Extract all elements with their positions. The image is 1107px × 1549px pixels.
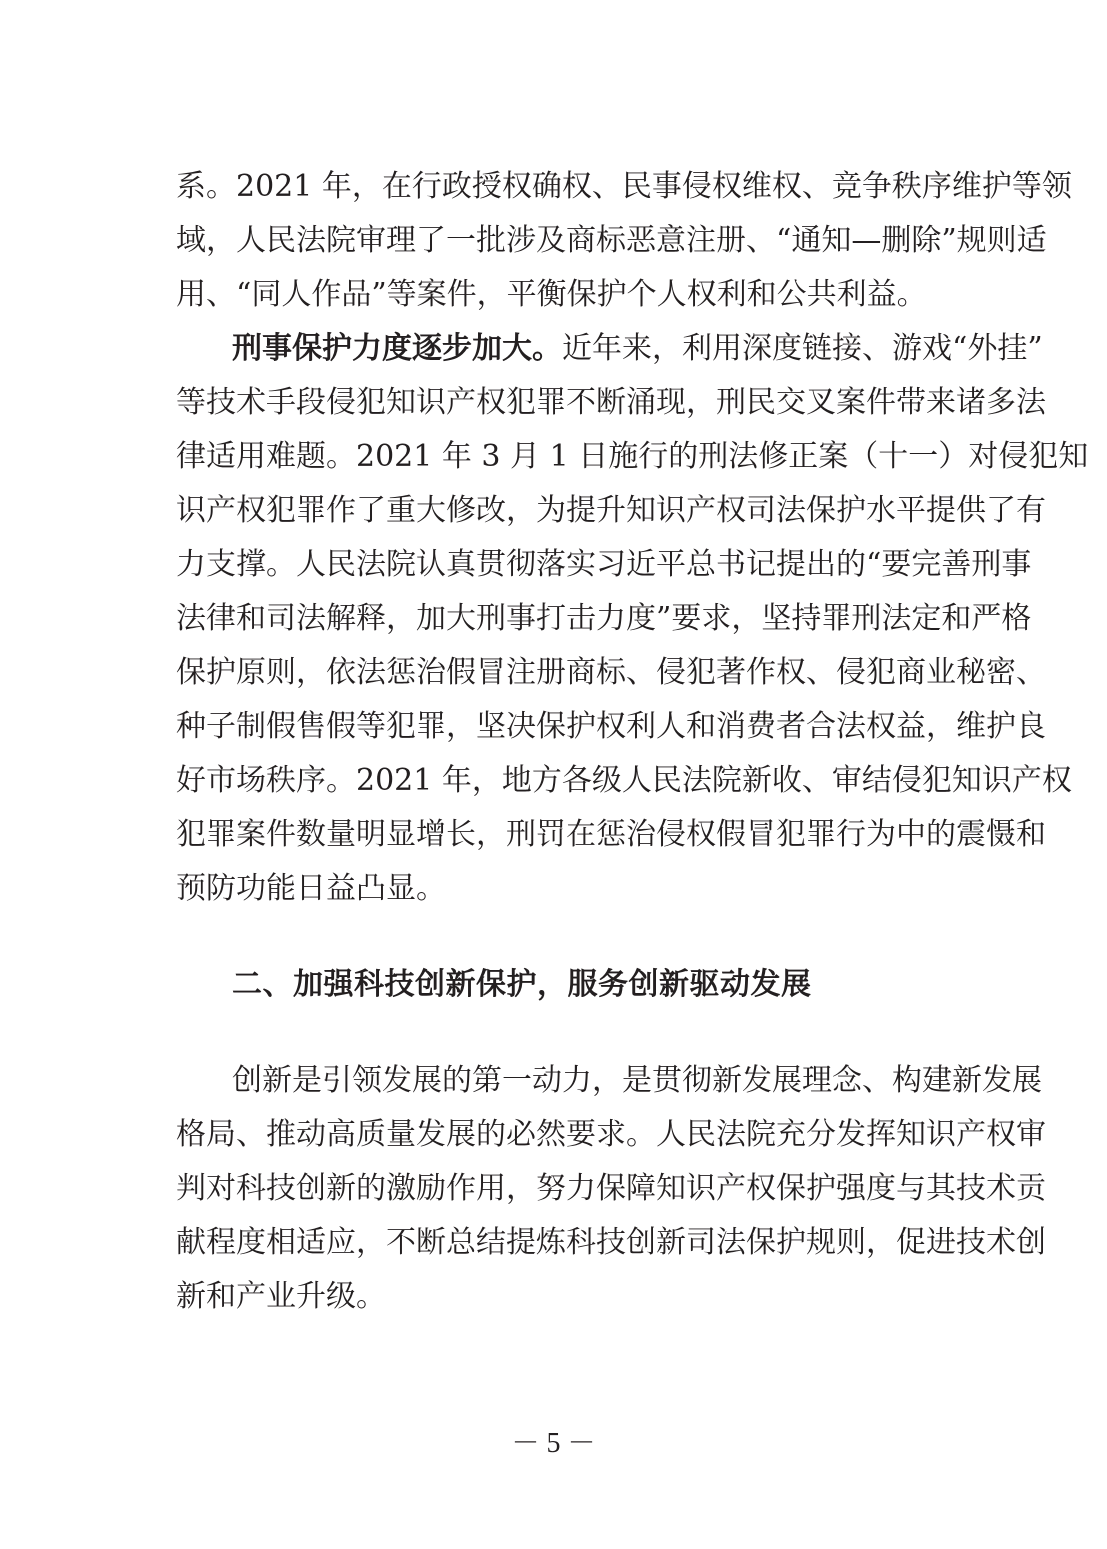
paragraph-1: [176, 160, 1072, 322]
text-line: 种子制假售假等犯罪，坚决保护权利人和消费者合法权益，维护良: [176, 709, 1046, 744]
text-line: 献程度相适应，不断总结提炼科技创新司法保护规则，促进技术创: [176, 1225, 1046, 1260]
text-line: 法律和司法解释，加大刑事打击力度”要求，坚持罪刑法定和严格: [176, 601, 1032, 636]
text-line: 系。2021 年，在行政授权确权、民事侵权维权、竞争秩序维护等领: [176, 169, 1072, 204]
section-heading: 二、加强科技创新保护，服务创新驱动发展: [232, 967, 812, 1002]
text-line: 保护原则，依法惩治假冒注册商标、侵犯著作权、侵犯商业秘密、: [176, 655, 1046, 690]
text-line: 力支撑。人民法院认真贯彻落实习近平总书记提出的“要完善刑事: [176, 547, 1032, 582]
document-body: [176, 160, 1089, 1324]
paragraph-3: [176, 1054, 1046, 1324]
text-line: 预防功能日益凸显。: [176, 871, 446, 906]
text-line: 犯罪案件数量明显增长，刑罚在惩治侵权假冒犯罪行为中的震慑和: [176, 817, 1046, 852]
text-line: 等技术手段侵犯知识产权犯罪不断涌现，刑民交叉案件带来诸多法: [176, 385, 1046, 420]
text-line: 判对科技创新的激励作用，努力保障知识产权保护强度与其技术贡: [176, 1171, 1046, 1206]
text-line: 新和产业升级。: [176, 1279, 386, 1314]
text-line: 好市场秩序。2021 年，地方各级人民法院新收、审结侵犯知识产权: [176, 763, 1072, 798]
page-number: － 5 －: [511, 1428, 596, 1459]
text-line: 识产权犯罪作了重大修改，为提升知识产权司法保护水平提供了有: [176, 493, 1046, 528]
text-line: 域，人民法院审理了一批涉及商标恶意注册、“通知—删除”规则适: [176, 223, 1047, 258]
text-line: 律适用难题。2021 年 3 月 1 日施行的刑法修正案（十一）对侵犯知: [176, 439, 1089, 474]
text-line: 用、“同人作品”等案件，平衡保护个人权利和公共利益。: [176, 277, 927, 312]
paragraph-2: [176, 322, 1089, 916]
text-line: [176, 322, 1043, 376]
text-line-rest: 近年来，利用深度链接、游戏“外挂”: [562, 331, 1043, 366]
paragraph-lead-heading: 刑事保护力度逐步加大。: [232, 331, 562, 366]
text-line: 格局、推动高质量发展的必然要求。人民法院充分发挥知识产权审: [176, 1117, 1046, 1152]
text-line: 创新是引领发展的第一动力，是贯彻新发展理念、构建新发展: [232, 1063, 1042, 1098]
